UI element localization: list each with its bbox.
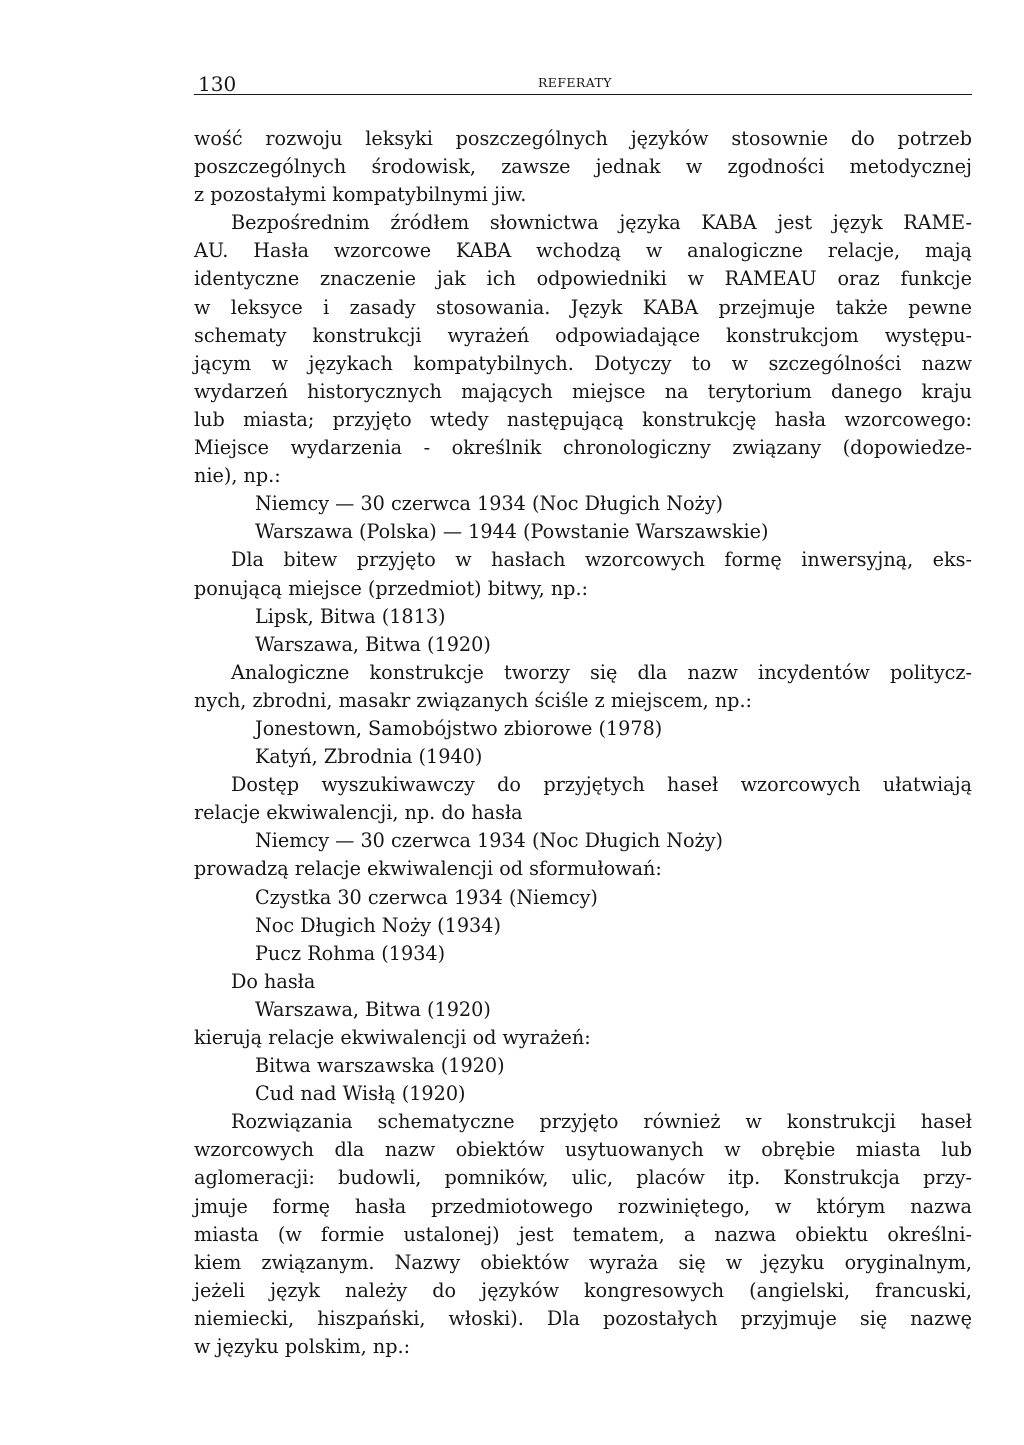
text-line: jmuje formę hasła przedmiotowego rozwiniętego, w którym nazwa: [194, 1194, 972, 1218]
text-line: prowadzą relacje ekwiwalencji od sformułowań:: [194, 857, 662, 881]
example-line: Niemcy — 30 czerwca 1934 (Noc Długich Noży): [255, 492, 724, 516]
text-line: wydarzeń historycznych mających miejsce na terytorium danego kraju: [194, 379, 972, 403]
example-line: Jonestown, Samobójstwo zbiorowe (1978): [255, 716, 663, 740]
text-line: wość rozwoju leksyki poszczególnych języków stosownie do potrzeb: [194, 127, 972, 150]
example-line: Noc Długich Noży (1934): [255, 913, 501, 937]
example-line: Lipsk, Bitwa (1813): [255, 604, 446, 628]
text-line: Miejsce wydarzenia - określnik chronologiczny związany (dopowiedze-: [194, 436, 972, 460]
text-line: miasta (w formie ustalonej) jest tematem, a nazwa obiektu określni-: [194, 1222, 972, 1246]
text-line: kierują relacje ekwiwalencji od wyrażeń:: [194, 1026, 591, 1049]
running-head: REFERATY: [538, 75, 612, 90]
text-line: wzorcowych dla nazw obiektów usytuowanych w obrębie miasta lub: [194, 1138, 972, 1162]
text-line: niemiecki, hiszpański, włoski). Dla pozostałych przyjmuje się nazwę: [194, 1306, 972, 1330]
example-line: Bitwa warszawska (1920): [255, 1054, 505, 1078]
text-line: w leksyce i zasady stosowania. Język KABA przejmuje także pewne: [194, 295, 972, 319]
example-line: Katyń, Zbrodnia (1940): [255, 745, 483, 769]
text-line: jącym w językach kompatybilnych. Dotyczy to w szczególności nazw: [194, 351, 972, 375]
text-line: nych, zbrodni, masakr związanych ściśle z miejscem, np.:: [194, 688, 753, 712]
text-line: lub miasta; przyjęto wtedy następującą konstrukcję hasła wzorcowego:: [194, 407, 972, 431]
text-line: Bezpośrednim źródłem słownictwa języka KABA jest język RAME-: [231, 211, 972, 235]
body-text: [194, 125, 972, 1361]
text-line: Rozwiązania schematyczne przyjęto również w konstrukcji haseł: [231, 1110, 972, 1134]
text-line: Dla bitew przyjęto w hasłach wzorcowych formę inwersyjną, eks-: [231, 548, 972, 572]
example-line: Warszawa, Bitwa (1920): [255, 632, 491, 656]
text-line: schematy konstrukcji wyrażeń odpowiadające konstrukcjom występu-: [194, 323, 972, 347]
text-line: Analogiczne konstrukcje tworzy się dla nazw incydentów politycz-: [231, 660, 972, 684]
text-line: kiem związanym. Nazwy obiektów wyraża się w języku oryginalnym,: [194, 1250, 972, 1274]
text-line: Dostęp wyszukiwawczy do przyjętych haseł wzorcowych ułatwiają: [231, 773, 972, 797]
example-line: Cud nad Wisłą (1920): [255, 1082, 466, 1106]
page-number: 130: [198, 72, 237, 96]
text-line: relacje ekwiwalencji, np. do hasła: [194, 801, 523, 825]
text-line: nie), np.:: [194, 464, 281, 488]
example-line: Warszawa, Bitwa (1920): [255, 997, 491, 1021]
page-header: [194, 68, 972, 95]
text-line: AU. Hasła wzorcowe KABA wchodzą w analogiczne relacje, mają: [194, 239, 972, 263]
text-line: Do hasła: [231, 969, 316, 993]
example-line: Niemcy — 30 czerwca 1934 (Noc Długich Noży): [255, 829, 724, 853]
text-line: ponującą miejsce (przedmiot) bitwy, np.:: [194, 576, 589, 600]
example-line: Warszawa (Polska) — 1944 (Powstanie Warszawskie): [255, 520, 769, 544]
text-line: poszczególnych środowisk, zawsze jednak w zgodności metodycznej: [194, 155, 972, 179]
example-line: Czystka 30 czerwca 1934 (Niemcy): [255, 885, 598, 909]
text-line: identyczne znaczenie jak ich odpowiedniki w RAMEAU oraz funkcje: [194, 267, 972, 291]
text-line: aglomeracji: budowli, pomników, ulic, placów itp. Konstrukcja przy-: [194, 1166, 972, 1190]
text-line: jeżeli język należy do języków kongresowych (angielski, francuski,: [194, 1278, 972, 1302]
example-line: Pucz Rohma (1934): [255, 941, 446, 965]
text-line: z pozostałymi kompatybilnymi jiw.: [194, 183, 527, 207]
text-line: w języku polskim, np.:: [194, 1335, 411, 1359]
